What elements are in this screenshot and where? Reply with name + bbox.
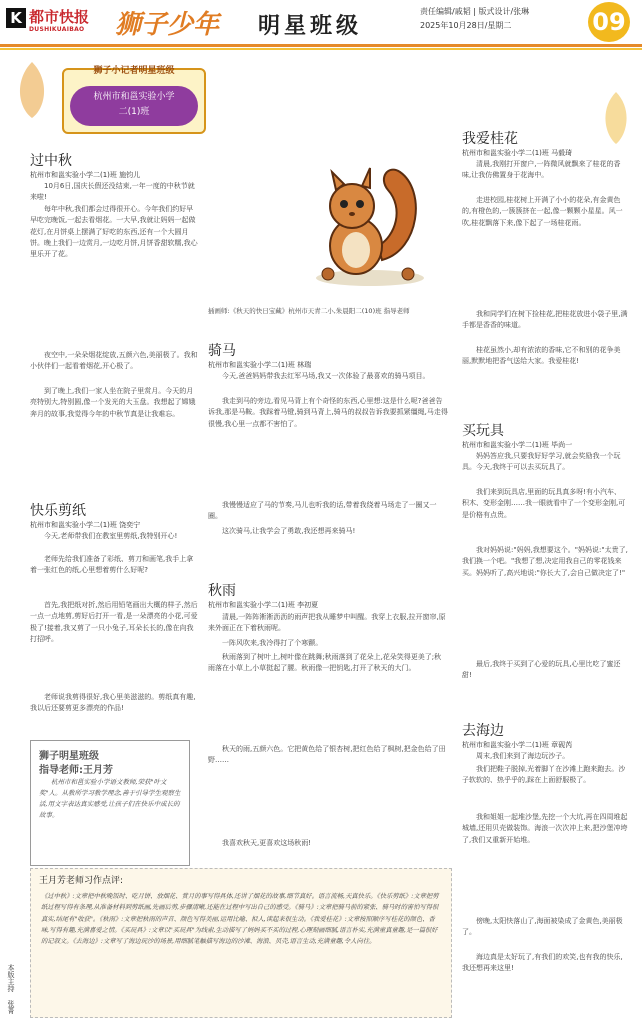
paragraph: 走进校园,桂花树上开满了小小的花朵,有金黄色的,有橙色的,一簇簇挤在一起,像一颗颗小星星。风一吹,桂花飘落下来,像下起了一场桂花雨。 [462,196,623,227]
paragraph: 一阵风吹来,我冷得打了个寒颤。 [222,639,323,647]
banner-title: 狮子小记者明星班级 [93,66,175,76]
teacher-box [30,740,190,866]
paragraph: 傍晚,太阳快落山了,海面被染成了金黄色,美丽极了。 [462,917,623,937]
article-author: 杭州市和邕实验小学二(1)班 林瑞 [208,361,312,369]
review-body: 《过中秋》:文章把中秋晚饭时、吃月饼、放烟花、赏月的事写得具体,还讲了烟花的故事,细节真好。语言流畅,天真快乐。《快乐剪纸》:文章把剪纸过程写得有条理,从准备材料到剪纸画,先画后剪,步骤清晰,还能在过程中写出自己的感受。《骑马》:文章把骑马前的紧张、骑马时的害怕写得很真实,结尾有"收获"。《秋雨》:文章把秋雨的声音、颜色写得美丽,运用比喻、拟人,读起来很生动。《我爱桂花》:文章按照顺序写桂花的颜色、香味,写得有趣,充满喜爱之情。《买玩具》:文章以"买玩具"为线索,生动描写了妈妈买不买的过程,心理刻画细腻,语言朴实,充满童真童趣,是一篇很好的记叙文。《去海边》:文章写了海边玩沙的场景,用细腻笔触描写海边的沙滩、海浪、贝壳,语言生动,充满童趣,令人向往。 [41,893,439,946]
paragraph: 我喜欢秋天,更喜欢这场秋雨! [222,839,312,847]
editor-line: 责任编辑/戚韬 | 版式设计/张琳 [420,7,530,16]
review-title: 王月芳老师习作点评: [39,876,124,886]
article-author: 杭州市和邕实验小学二(1)班 饶奕宁 [30,521,141,529]
page-number: 09 [588,2,630,42]
leaf-decoration-icon [12,60,52,120]
paragraph: 首先,我把纸对折,然后用铅笔画出大概的样子,然后一点一点地剪,剪好后打开一看,是一朵漂亮的小花,可爱极了!接着,我又剪了一只小兔子,耳朵长长的,像在向我打招呼。 [30,601,198,643]
column-brand: 狮子少年 [115,10,220,40]
page-title: 明星班级 [258,13,363,39]
paragraph: 我们把鞋子脱掉,光着脚丫在沙滩上跑来跑去。沙子软软的、热乎乎的,踩在上面舒服极了。 [462,765,626,785]
logo-english: DUSHIKUAIBAO [29,26,85,33]
paragraph: 秋天的雨,五颜六色。它把黄色给了银杏树,把红色给了枫树,把金色给了田野…… [208,745,446,765]
article-title: 秋雨 [208,583,236,599]
paragraph: 我走到马的旁边,看见马背上有个奇怪的东西,心里想:这是什么呢?爸爸告诉我,那是马鞍。我踩着马镫,骑到马背上,骑马的叔叔告诉我要抓紧缰绳,马走得很慢,我心里一点都不害怕了。 [208,397,448,428]
paragraph: 我和姐姐一起堆沙堡,先挖一个大坑,再在四周堆起城墙,还用贝壳做装饰。海浪一次次冲上来,把沙堡冲垮了,我们又重新开始堆。 [462,813,628,844]
article-author: 杭州市和邕实验小学二(1)班 李初夏 [208,601,319,609]
article-title: 过中秋 [30,153,72,169]
paragraph: 这次骑马,让我学会了勇敢,我还想再来骑马! [222,527,356,535]
banner-school [70,86,198,126]
class-name: 二(1)班 [118,107,150,117]
article-title: 去海边 [462,723,504,739]
article-author: 杭州市和邕实验小学二(1)班 章砚芮 [462,741,573,749]
teacher-review [30,868,452,1018]
logo-mark: K [6,8,26,28]
paragraph: 周末,我们来到了海边玩沙子。 [476,752,570,760]
article-author: 杭州市和邕实验小学二(1)班 马毅琦 [462,149,573,157]
paragraph: 桂花虽然小,却有浓浓的香味,它不和别的花争美丽,默默地把香气送给大家。我爱桂花! [462,346,621,366]
paragraph: 我们来到玩具店,里面的玩具真多呀!有小汽车、积木、变形金刚……我一眼就看中了一个变形金刚,可是价格有点贵。 [462,488,626,519]
article-title: 我爱桂花 [462,131,518,147]
paragraph: 今天,爸爸妈妈带我去红军马场,我又一次体验了最喜欢的骑马项目。 [222,372,430,380]
illustration-credit: 插画师:《秋天的快日宝藏》杭州市天青二小,朱晨阳二(10)班 指导老师 [208,307,410,315]
newspaper-logo [6,6,114,36]
paragraph: 到了晚上,我们一家人坐在院子里赏月。今天的月亮特别大,特别圆,像一个发光的大玉盘。我想起了嫦娥奔月的故事,我觉得今年的中秋节真是让我难忘。 [30,387,196,418]
paragraph: 我对妈妈说:"妈妈,我想要这个。"妈妈说:"太贵了,我们换一个吧。"我想了想,决定用我自己的零花钱来买。妈妈听了,高兴地说:"你长大了,会自己做决定了!" [462,546,628,577]
article-title: 骑马 [208,343,236,359]
paragraph: 妈妈答应我,只要我好好学习,就会奖励我一个玩具。今天,我终于可以去买玩具了。 [462,452,621,472]
paragraph: 我和同学们在树下捡桂花,把桂花放进小袋子里,满手都是香香的味道。 [462,310,628,330]
paragraph: 夜空中,一朵朵烟花绽放,五颜六色,美丽极了。我和小伙伴们一起看着烟花,开心极了。 [30,351,198,371]
article-author: 杭州市和邕实验小学二(1)班 毕尚一 [462,441,573,449]
teacher-box-title: 狮子明星班级 [39,751,99,762]
paragraph: 我慢慢适应了马的节奏,马儿也听我的话,带着我绕着马场走了一圈又一圈。 [208,501,437,521]
paragraph: 清晨,我刚打开窗户,一阵微风就飘来了桂花的香味,让我仿佛置身于花海中。 [462,160,621,180]
class-banner [62,68,206,134]
paragraph: 今天,老师带我们在教室里剪纸,我特别开心! [44,532,178,540]
paragraph: 老师说我剪得很好,我心里美滋滋的。剪纸真有趣,我以后还要剪更多漂亮的作品! [30,693,196,713]
masthead [0,0,642,47]
paragraph: 清晨,一阵阵淅淅沥沥的雨声把我从睡梦中叫醒。我穿上衣服,拉开窗帘,原来外面正在下着秋雨呢。 [208,613,446,633]
editor-name: 张菁 [7,1000,15,1014]
editor-label: 本版主持 [7,964,15,992]
paragraph: 每年中秋,我们都会过得很开心。今年我们约好早早吃完晚饭,一起去看烟花。一大早,我就让妈妈一起做花灯,在月饼桌上摆满了好吃的东西,还有一个大圆月饼。晚上我们一边赏月,一边吃月饼,月饼香甜软糯,我心里乐开了花。 [30,205,198,259]
paragraph: 秋雨落到了树叶上,树叶像在跳舞;秋雨落到了花朵上,花朵笑得更美了;秋雨落在小草上,小草挺起了腰。秋雨像一把钥匙,打开了秋天的大门。 [208,653,442,673]
paragraph: 海边真是太好玩了,有我们的欢笑,也有我的快乐,我还想再来这里! [462,953,623,973]
leaf-decoration-icon [598,90,634,146]
date-line: 2025年10月28日/星期二 [420,21,512,30]
divider [0,48,642,50]
paragraph: 10月6日,国庆长假还没结束,一年一度的中秋节就来啦! [30,182,195,202]
logo-chinese: 都市快报 [29,8,90,26]
squirrel-illustration [308,150,428,288]
article-author: 杭州市和邕实验小学二(1)班 施钧儿 [30,171,141,179]
paragraph: 老师先给我们准备了彩纸、剪刀和画笔,我手上拿着一张红色的纸,心里想着剪什么好呢? [30,555,194,575]
paragraph: 最后,我终于买到了心爱的玩具,心里比吃了蜜还甜! [462,660,621,680]
teacher-name: 指导老师:王月芳 [39,765,113,776]
school-name: 杭州市和邕实验小学 [93,92,175,102]
article-title: 买玩具 [462,423,504,439]
article-title: 快乐剪纸 [30,503,86,519]
teacher-bio: 杭州市和邕实验小学语文教师,荣获"叶文奖"人。从教所学习教学理念,善于引导学生观察生活,用文字表达真实感受,让孩子们在快乐中成长的故事。 [39,778,181,819]
